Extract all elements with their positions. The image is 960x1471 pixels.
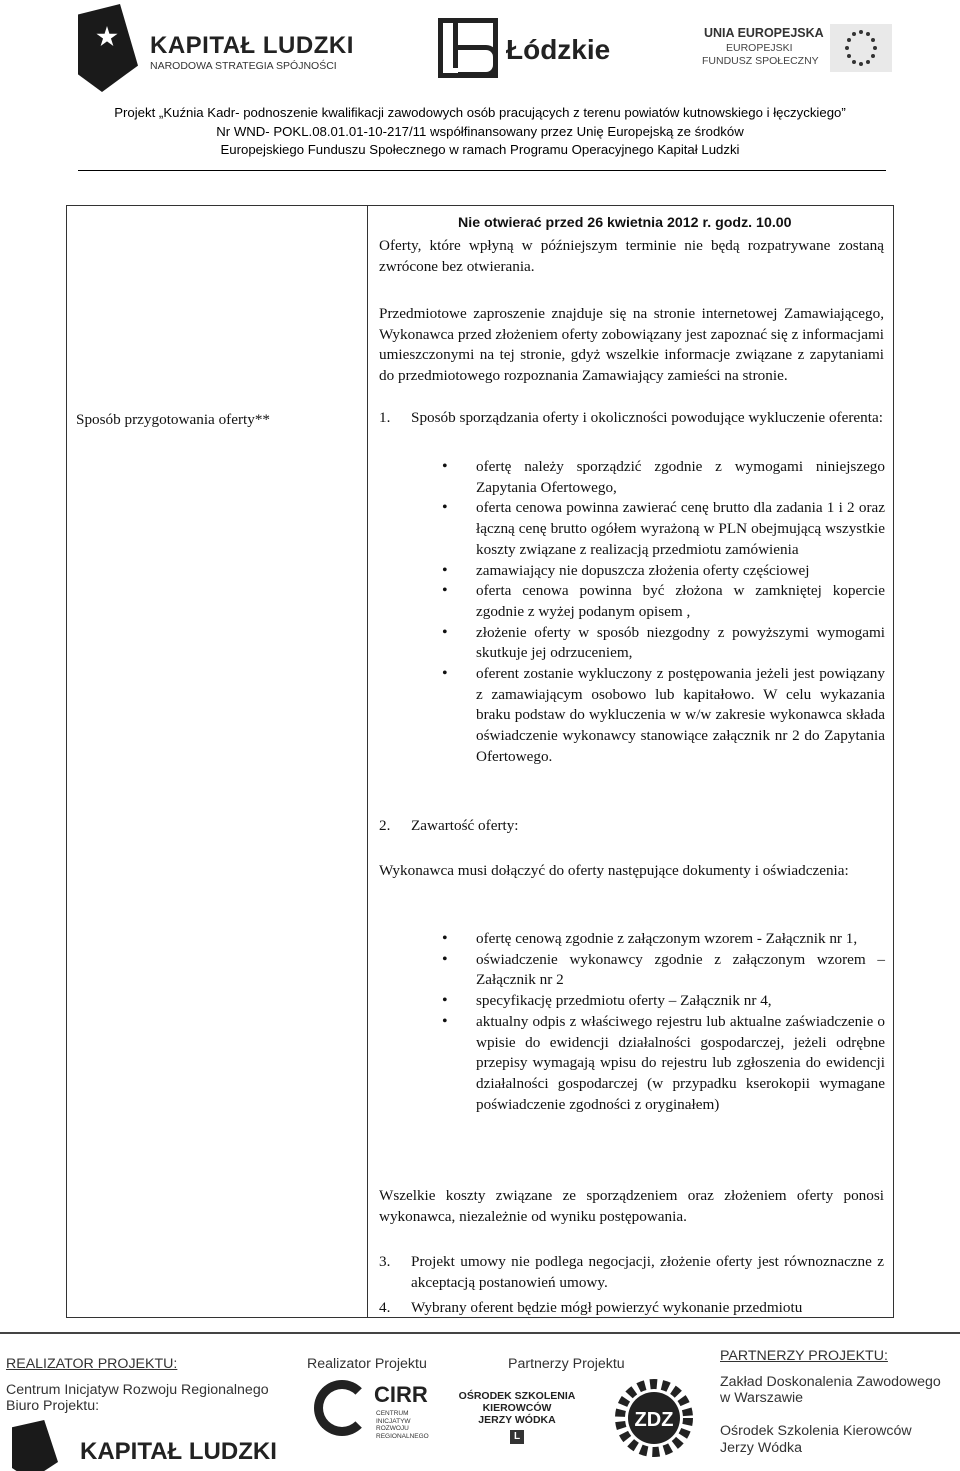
item-2-number: 2. [379, 817, 391, 834]
item-3-number: 3. [379, 1253, 391, 1270]
deadline-note: Nie otwierać przed 26 kwietnia 2012 r. godz. 10.00 [458, 215, 792, 231]
zdz-logo [612, 1376, 696, 1460]
biuro-label: Biuro Projektu: [6, 1398, 100, 1414]
header-logos [0, 0, 960, 100]
project-line-1: Projekt „Kuźnia Kadr- podnoszenie kwalifikacji zawodowych osób pracujących z terenu powiatów kutnowskiego i łęczyckiego” [114, 105, 846, 120]
realizator-heading: REALIZATOR PROJEKTU: [6, 1356, 178, 1372]
realizator-name: Centrum Inicjatyw Rozwoju Regionalnego [6, 1382, 269, 1398]
list-item: • ofertę należy sporządzić zgodnie z wymogami niniejszego Zapytania Ofertowego, [440, 457, 885, 498]
item-2 [379, 816, 884, 838]
row-label: Sposób przygotowania oferty** [76, 411, 271, 428]
osk-logo-line-3: JERZY WÓDKA [478, 1414, 556, 1426]
list-item: • oferent zostanie wykluczony z postępowania jeżeli jest powiązany z zamawiającym osobowo lub kapitałowo. W celu wykazania braku podstaw do wykluczenia w w/w zakresie wykonawca składa oświadczenie wykonawcy stanowiące załącznik nr 2 do Zapytania Ofertowego. [440, 664, 885, 768]
late-offers-note: Oferty, które wpłyną w późniejszym terminie nie będą rozpatrywane zostaną zwrócone bez otwierania. [379, 237, 884, 275]
exclusion-list [440, 457, 885, 768]
cirr-logo-subtitle: CENTRUM INICJATYW ROZWOJU REGIONALNEGO [376, 1410, 429, 1440]
item-4 [379, 1298, 884, 1318]
kapital-ludzki-footer-logo [12, 1416, 282, 1471]
website-note: Przedmiotowe zaproszenie znajduje się na stronie internetowej Zamawiającego, Wykonawca przed złożeniem oferty zobowiązany jest zapoznać się z informacjami umieszczonymi na tej stronie, gdyż wszelkie informacje związane z zapytaniami do przedmiotowego rozpoznania Zamawiający zamieści na stronie. [379, 305, 884, 385]
kapital-ludzki-logo [78, 4, 354, 94]
cirr-ring-icon [314, 1380, 370, 1436]
header-divider [78, 170, 886, 171]
cirr-logo [314, 1378, 434, 1448]
star-icon [12, 1420, 58, 1471]
lodzkie-logo [438, 18, 618, 82]
eu-flag-icon [830, 24, 892, 72]
partnerzy-heading: PARTNERZY PROJEKTU: [720, 1348, 888, 1364]
lodzkie-title: Łódzkie [506, 34, 611, 65]
osk-logo-line-2: KIEROWCÓW [482, 1402, 552, 1414]
list-item: • złożenie oferty w sposób niezgodny z powyższymi wymogami skutkuje jej odrzuceniem, [440, 623, 885, 664]
documents-list [440, 929, 885, 1115]
item-2-text: Zawartość oferty: [411, 817, 519, 834]
item-1-number: 1. [379, 409, 391, 426]
table-column-divider [367, 205, 368, 1318]
lodzkie-emblem-icon [438, 18, 498, 78]
learner-badge-icon: L [510, 1430, 524, 1444]
item-1-text-content: Sposób sporządzania oferty i okoliczności powodujące wykluczenie oferenta: [411, 409, 883, 426]
item-4-text: Wybrany oferent będzie mógł powierzyć wykonanie przedmiotu [411, 1299, 803, 1316]
footer-divider [0, 1332, 960, 1334]
item-4-number: 4. [379, 1299, 391, 1316]
item-3-text: Projekt umowy nie podlega negocjacji, złożenie oferty jest równoznaczne z akceptacją postanowień umowy. [411, 1253, 884, 1291]
zdz-logo-text: ZDZ [634, 1409, 674, 1431]
item-1-text [411, 408, 884, 429]
partner-2-line-2: Jerzy Wódka [720, 1440, 802, 1456]
gear-icon [612, 1376, 696, 1460]
kapital-ludzki-footer-title: KAPITAŁ LUDZKI [80, 1438, 277, 1465]
item-3 [379, 1252, 884, 1294]
ue-line-3: FUNDUSZ SPOŁECZNY [702, 55, 819, 67]
ue-title: UNIA EUROPEJSKA [704, 26, 824, 40]
project-info [0, 104, 960, 160]
kapital-ludzki-title: KAPITAŁ LUDZKI [150, 32, 354, 59]
partner-2-line-1: Ośrodek Szkolenia Kierowców [720, 1423, 912, 1439]
costs-note: Wszelkie koszty związane ze sporządzeniem oraz złożeniem oferty ponosi wykonawca, niezależnie od wyniku postępowania. [379, 1187, 884, 1225]
list-item: • specyfikację przedmiotu oferty – Załącznik nr 4, [440, 991, 885, 1012]
project-line-2: Nr WND- POKL.08.01.01-10-217/11 współfinansowany przez Unię Europejską ze środków [216, 123, 744, 139]
partner-1-line-2: w Warszawie [720, 1390, 804, 1406]
kapital-ludzki-subtitle: NARODOWA STRATEGIA SPÓJNOŚCI [150, 60, 337, 72]
item-1 [379, 408, 884, 450]
list-item: • zamawiający nie dopuszcza złożenia oferty częściowej [440, 561, 885, 582]
list-item: • aktualny odpis z właściwego rejestru lub aktualne zaświadczenie o wpisie do ewidencji działalności gospodarczej, jeżeli odrębne przepisy wymagają wpisu do rejestru lub zgłoszenia do ewidencji działalności gospodarczej (w przypadku kserokopii wymagane poświadczenie zgodności z oryginałem) [440, 1012, 885, 1116]
partner-1-line-1: Zakład Doskonalenia Zawodowego [720, 1374, 941, 1390]
list-item: • oferta cenowa powinna zawierać cenę brutto dla zadania 1 i 2 oraz łączną cenę brutto ogółem wyrażoną w PLN obejmującą wszystkie koszty związane z realizacją przedmiotu zamówienia [440, 498, 885, 560]
partnerzy-logo-caption: Partnerzy Projektu [508, 1356, 625, 1372]
osk-logo-line-1: OŚRODEK SZKOLENIA [458, 1390, 576, 1402]
cirr-logo-text: CIRR [374, 1382, 428, 1407]
list-item: • oświadczenie wykonawcy zgodnie z załączonym wzorem – Załącznik nr 2 [440, 950, 885, 991]
list-item: • ofertę cenową zgodnie z załączonym wzorem - Załącznik nr 1, [440, 929, 885, 950]
documents-intro: Wykonawca musi dołączyć do oferty następujące dokumenty i oświadczenia: [379, 862, 849, 879]
osk-logo [452, 1390, 582, 1460]
ue-line-2: EUROPEJSKI [726, 42, 793, 54]
realizator-logo-caption: Realizator Projektu [307, 1356, 427, 1372]
project-line-3: Europejskiego Funduszu Społecznego w ramach Programu Operacyjnego Kapitał Ludzki [220, 142, 740, 157]
list-item: • oferta cenowa powinna być złożona w zamkniętej kopercie zgodnie z wyżej podanym opisem , [440, 581, 885, 622]
unia-europejska-logo [700, 26, 900, 78]
star-icon [78, 4, 138, 92]
